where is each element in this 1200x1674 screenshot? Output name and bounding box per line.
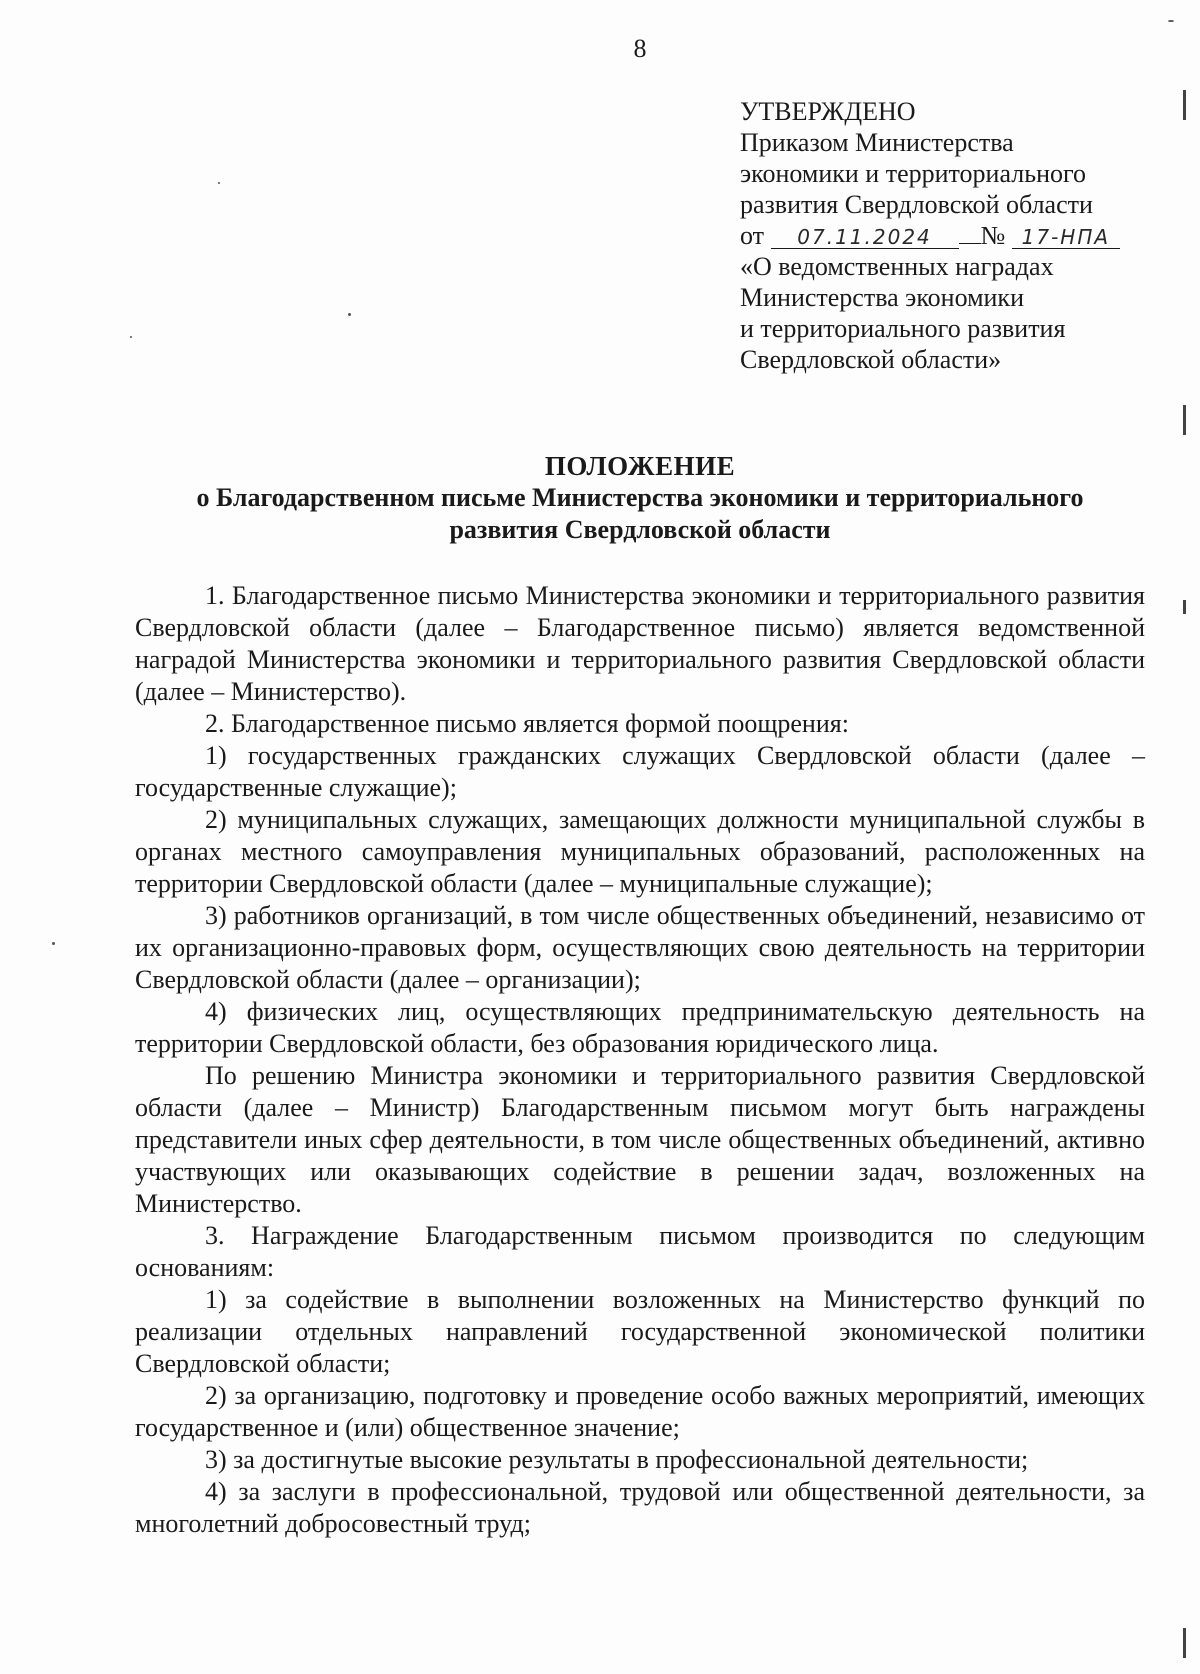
- order-title-line: Министерства экономики: [740, 283, 1024, 312]
- paragraph: 3) работников организаций, в том числе общественных объединений, независимо от их организационно-правовых форм, осуществляющих свою деятельность на территории Свердловской области (далее – организации);: [135, 901, 1145, 994]
- order-title-line: «О ведомственных наградах: [740, 252, 1054, 281]
- paragraph: 3) за достигнутые высокие результаты в профессиональной деятельности;: [205, 1445, 1029, 1474]
- scan-speck: [348, 313, 351, 316]
- scan-edge-mark: [1183, 600, 1186, 614]
- paragraph: 2) муниципальных служащих, замещающих должности муниципальной службы в органах местного самоуправления муниципальных образований, расположенных на территории Свердловской области (далее – муниципальные служащие);: [135, 805, 1145, 898]
- order-title-line: и территориального развития: [740, 314, 1066, 343]
- approval-date-number-line: [740, 220, 1180, 251]
- approval-line: экономики и территориального: [740, 159, 1086, 188]
- scan-edge-mark: [1183, 1628, 1186, 1658]
- paragraph: По решению Министра экономики и территориального развития Свердловской области (далее – Министр) Благодарственным письмом могут быть награждены представители иных сфер деятельности, в том числе общественных объединений, активно участвующих или оказывающих содействие в решении задач, возложенных на Министерство.: [135, 1061, 1145, 1218]
- paragraph: 1. Благодарственное письмо Министерства экономики и территориального развития Свердловской области (далее – Благодарственное письмо) является ведомственной наградой Министерства экономики и территориального развития Свердловской области (далее – Министерство).: [135, 581, 1145, 706]
- scan-speck: [1168, 20, 1174, 22]
- document-heading: ПОЛОЖЕНИЕ: [544, 451, 736, 481]
- paragraph: 4) физических лиц, осуществляющих предпринимательскую деятельность на территории Свердловской области, без образования юридического лица.: [135, 997, 1145, 1058]
- scan-speck: [130, 336, 132, 338]
- date-prefix: от: [740, 221, 765, 250]
- approval-line: развития Свердловской области: [740, 190, 1093, 219]
- handwritten-date: 07.11.2024: [771, 226, 959, 249]
- order-title-line: Свердловской области»: [740, 345, 1002, 374]
- handwritten-number: 17-НПА: [1012, 226, 1120, 249]
- approval-line: УТВЕРЖДЕНО: [740, 97, 916, 126]
- scan-speck: [218, 182, 220, 184]
- paragraph: 1) государственных гражданских служащих Свердловской области (далее – государственные служащие);: [135, 741, 1145, 802]
- document-title-block: [135, 450, 1145, 546]
- number-prefix: №: [980, 221, 1006, 250]
- scan-speck: [52, 942, 55, 945]
- document-subtitle-line: развития Свердловской области: [449, 515, 831, 544]
- approval-line: Приказом Министерства: [740, 128, 1014, 157]
- paragraph: 2) за организацию, подготовку и проведение особо важных мероприятий, имеющих государственное и (или) общественное значение;: [135, 1381, 1145, 1442]
- paragraph: 2. Благодарственное письмо является формой поощрения:: [205, 709, 849, 738]
- scan-edge-mark: [1183, 90, 1186, 120]
- paragraph: 1) за содействие в выполнении возложенных на Министерство функций по реализации отдельных направлений государственной экономической политики Свердловской области;: [135, 1285, 1145, 1378]
- page-number: 8: [633, 34, 647, 63]
- document-subtitle-line: о Благодарственном письме Министерства экономики и территориального: [196, 483, 1084, 512]
- scan-edge-mark: [1183, 405, 1186, 435]
- underline-gap: [959, 223, 981, 244]
- paragraph: 3. Награждение Благодарственным письмом производится по следующим основаниям:: [135, 1221, 1145, 1282]
- document-body: [135, 580, 1145, 1540]
- paragraph: 4) за заслуги в профессиональной, трудовой или общественной деятельности, за многолетний добросовестный труд;: [135, 1477, 1145, 1538]
- approval-stamp-block: [740, 96, 1180, 375]
